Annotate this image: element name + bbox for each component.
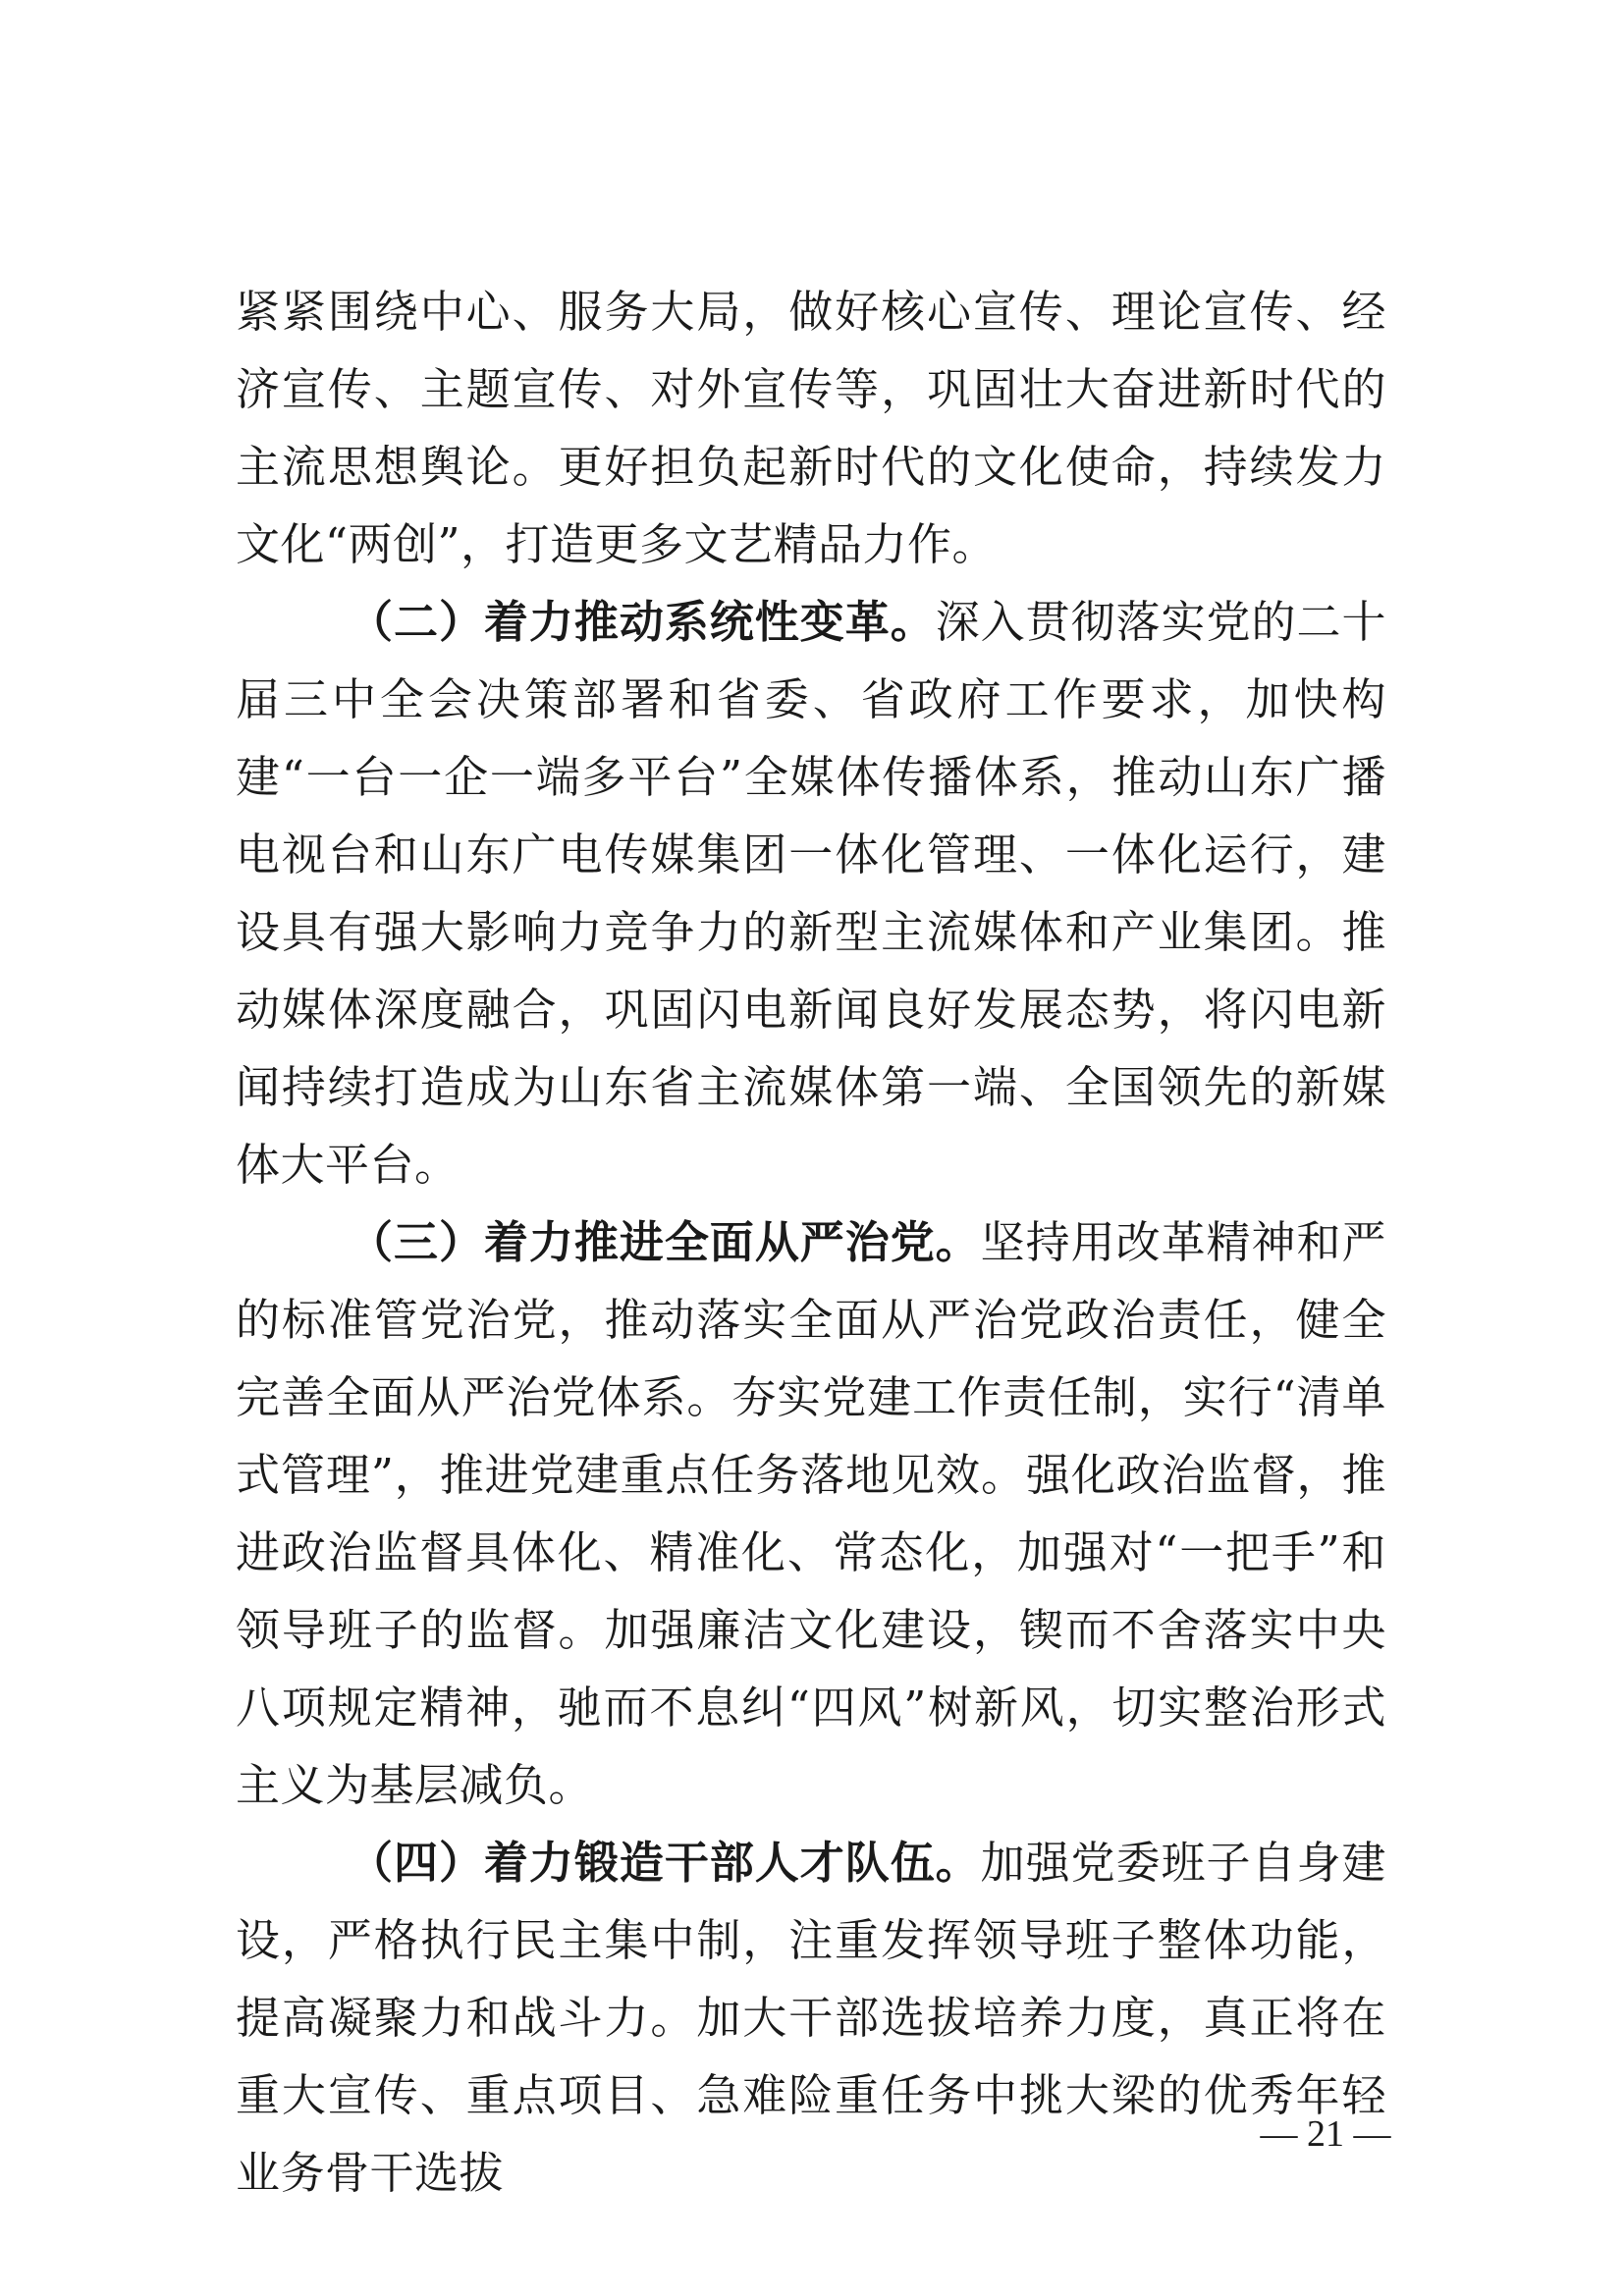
section-3-heading: （三）着力推进全面从严治党。 — [349, 1216, 981, 1268]
paragraph-section-3 — [236, 1203, 1386, 1824]
section-2-heading: （二）着力推动系统性变革。 — [349, 596, 936, 648]
paragraph-section-4 — [236, 1824, 1386, 2212]
section-4-text: 加强党委班子自身建设，严格执行民主集中制，注重发挥领导班子整体功能，提高凝聚力和战斗力。加大干部选拔培养力度，真正将在重大宣传、重点项目、急难险重任务中挑大梁的优秀年轻业务骨干选拔 — [236, 1837, 1386, 2199]
paragraph-continuation — [236, 273, 1386, 583]
section-4-heading: （四）着力锻造干部人才队伍。 — [349, 1837, 981, 1889]
document-body — [236, 273, 1386, 2212]
page-number: — 21 — — [1260, 2113, 1391, 2155]
section-3-text: 坚持用改革精神和严的标准管党治党，推动落实全面从严治党政治责任，健全完善全面从严治党体系。夯实党建工作责任制，实行“清单式管理”，推进党建重点任务落地见效。强化政治监督，推进政治监督具体化、精准化、常态化，加强对“一把手”和领导班子的监督。加强廉洁文化建设，锲而不舍落实中央八项规定精神，驰而不息纠“四风”树新风，切实整治形式主义为基层减负。 — [236, 1216, 1386, 1811]
section-2-text: 深入贯彻落实党的二十届三中全会决策部署和省委、省政府工作要求，加快构建“一台一企一端多平台”全媒体传播体系，推动山东广播电视台和山东广电传媒集团一体化管理、一体化运行，建设具有强大影响力竞争力的新型主流媒体和产业集团。推动媒体深度融合，巩固闪电新闻良好发展态势，将闪电新闻持续打造成为山东省主流媒体第一端、全国领先的新媒体大平台。 — [236, 596, 1386, 1191]
paragraph-section-2 — [236, 583, 1386, 1203]
paragraph-1-text: 紧紧围绕中心、服务大局，做好核心宣传、理论宣传、经济宣传、主题宣传、对外宣传等，巩固壮大奋进新时代的主流思想舆论。更好担负起新时代的文化使命，持续发力文化“两创”，打造更多文艺精品力作。 — [236, 286, 1386, 570]
